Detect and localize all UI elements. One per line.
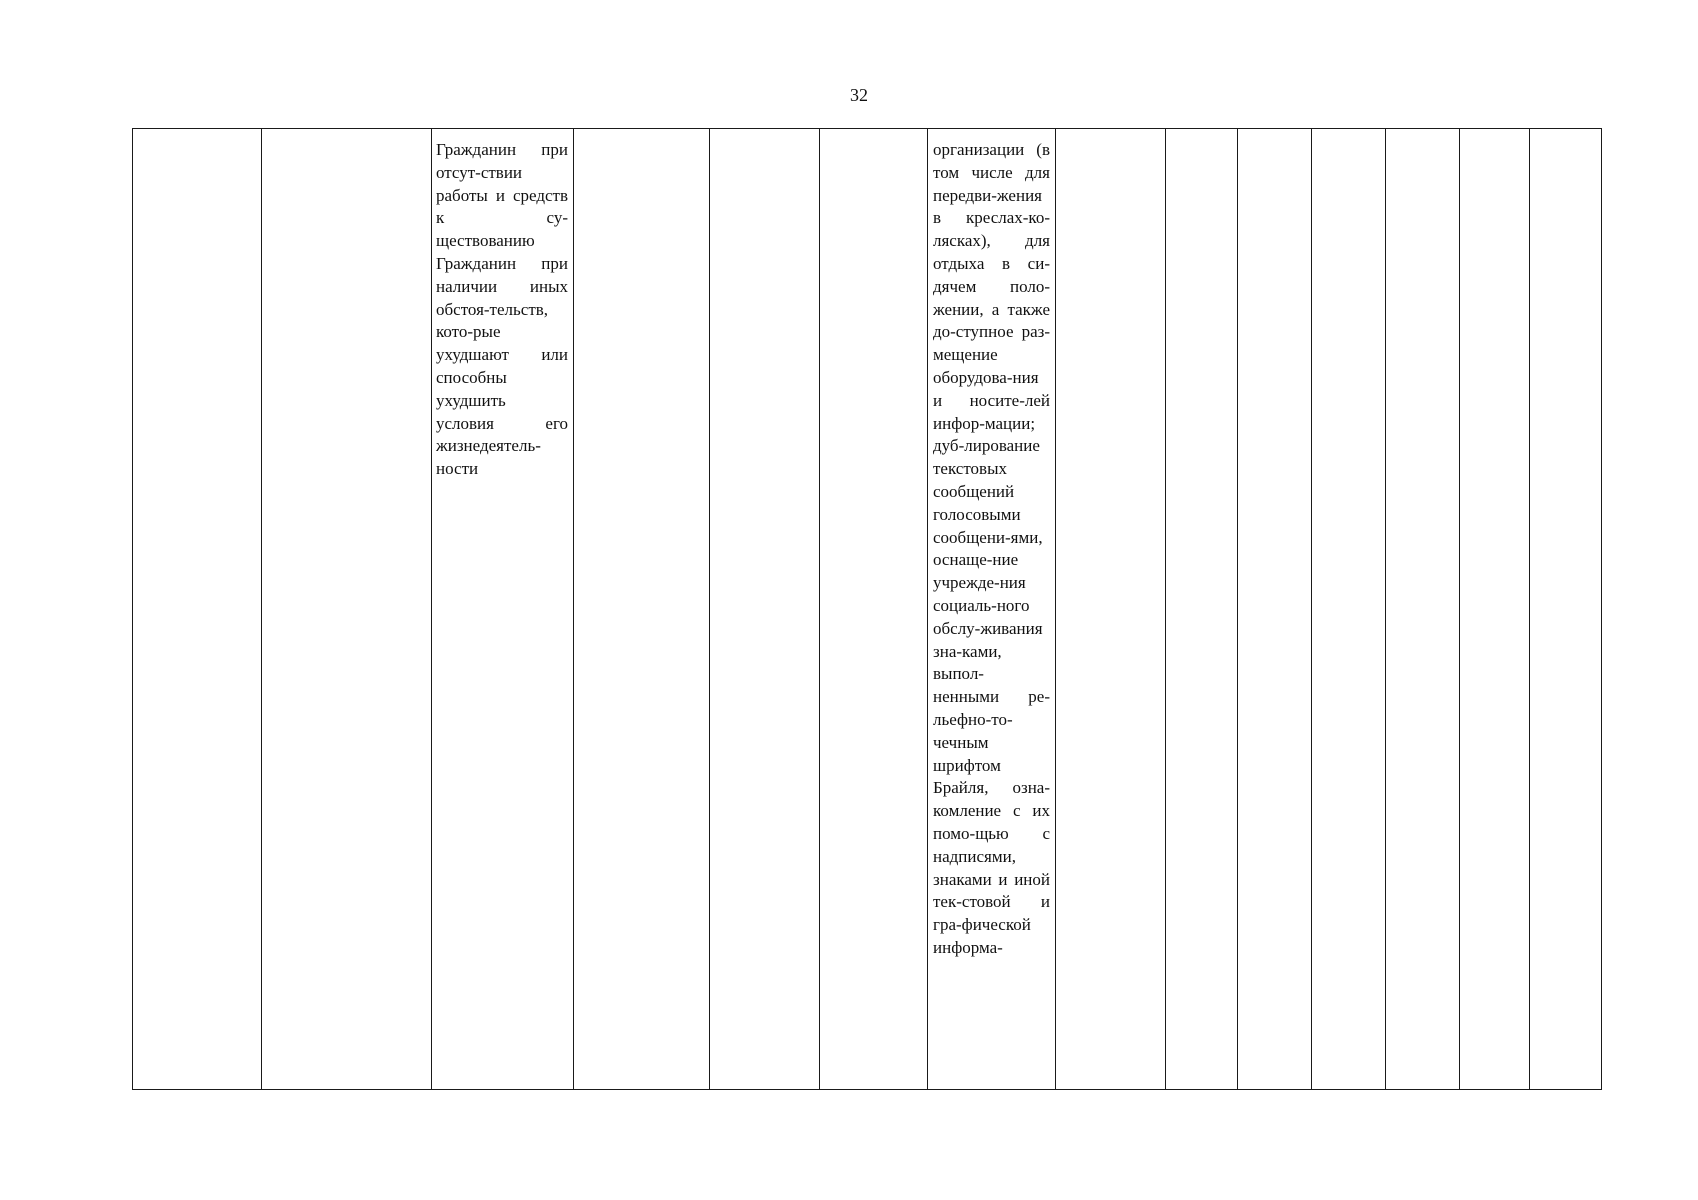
page-number: 32 <box>850 85 868 105</box>
column-divider <box>1385 129 1386 1089</box>
column-divider <box>927 129 928 1089</box>
column-divider <box>1237 129 1238 1089</box>
column-divider <box>431 129 432 1089</box>
column-divider <box>1165 129 1166 1089</box>
recipient-category-cell: Гражданин при отсут-ствии работы и средств к су-ществованию Гражданин при наличии иных обстоя-тельств, кото-рые ухудшают или способны ухудшить условия его жизнедеятель-ности <box>436 140 568 479</box>
service-description-cell: организации (в том числе для передви-жения в креслах-ко-лясках), для отдыха в си-дячем поло-жении, а также до-ступное раз-мещение оборудова-ния и носите-лей инфор-мации; дуб-лирование текстовых сообщений голосовыми сообщени-ями, оснаще-ние учрежде-ния социаль-ного обслу-живания зна-ками, выпол-ненными ре-льефно-то-чечным шрифтом Брайля, озна-комление с их помо-щью с надписями, знаками и иной тек-стовой и гра-фической информа- <box>933 140 1050 957</box>
column-divider <box>261 129 262 1089</box>
column-divider <box>1459 129 1460 1089</box>
column-divider <box>1311 129 1312 1089</box>
column-divider <box>573 129 574 1089</box>
document-table <box>132 128 1602 1090</box>
column-divider <box>1529 129 1530 1089</box>
column-divider <box>709 129 710 1089</box>
column-divider <box>1055 129 1056 1089</box>
column-divider <box>819 129 820 1089</box>
